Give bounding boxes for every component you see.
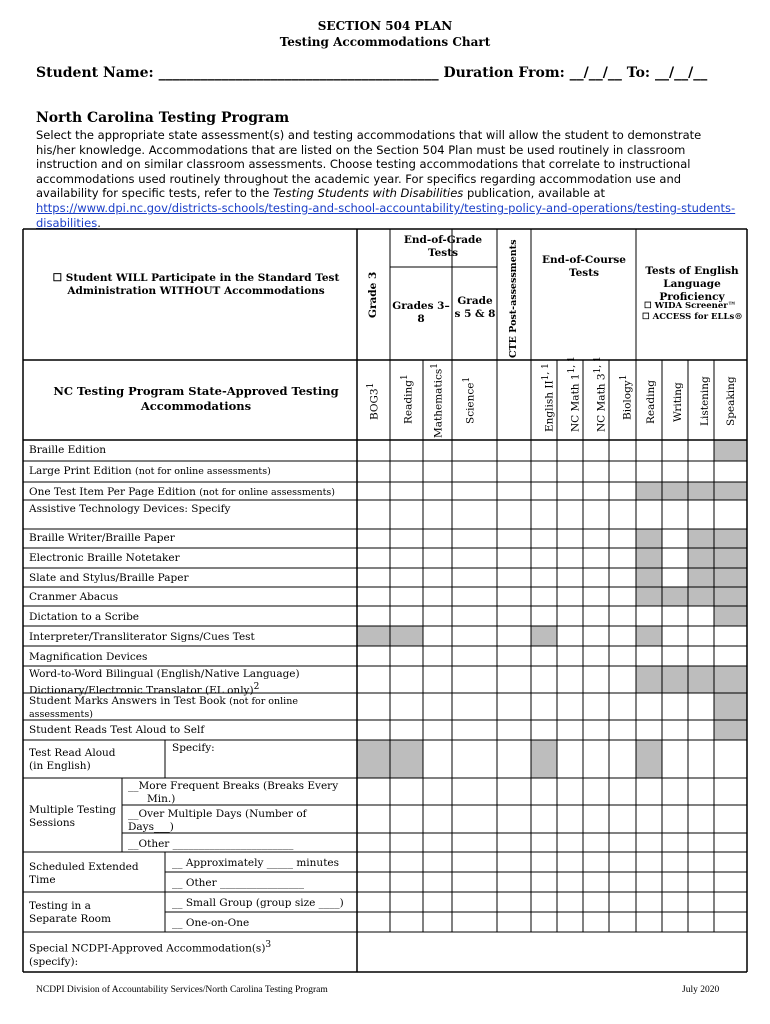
test-header-elp-speaking: Speaking [725,376,737,426]
checkbox-icon[interactable]: ☐ [52,272,63,284]
test-header-english2: English II$^{1, 1}$ [541,363,556,432]
test-header-science: Science$^1$ [462,376,477,424]
option-approximately-minutes[interactable]: __ Approximately _____ minutes [172,857,340,869]
test-header-elp-reading: Reading [645,380,657,424]
row-braille-writer: Braille Writer/Braille Paper [29,532,175,544]
cte-header: CTE Post-assessments [508,239,519,358]
footer-division: NCDPI Division of Accountability Services/North Carolina Testing Program [36,985,328,995]
row-special-accommodation[interactable]: Special NCDPI-Approved $Accommodation(s)^3$ (specify): [29,940,272,968]
grades-5-8-header: Grade s 5 & 8 [454,295,496,320]
footer-date: July 2020 [682,985,720,995]
test-header-elp-listening: Listening [699,376,711,426]
grades-3-8-header: Grades 3–8 [392,300,450,325]
wida-checkbox[interactable]: ☐ WIDA Screener™ [644,301,737,311]
document-subtitle: Testing Accommodations Chart [279,35,491,49]
row-large-print: Large Print Edition (not for online assessments) [29,465,271,477]
test-header-elp-writing: Writing [672,382,684,422]
row-reads-aloud-self: Student Reads Test Aloud to Self [29,724,205,736]
option-other-session[interactable]: __Other _______________________ [128,838,294,850]
intro-text-1: Select the appropriate state assessment(s) and testing accommodations that will allow the student to demonstrate his/her knowledge. Accommodations that are listed on the Section 504 Plan must be used routinely in classroom instruction and on similar classroom assessments. Choose testing accommodations that correlate to instructional accommodations used routinely throughout the academic year. For specifics regarding accommodation use and availability for specific tests, refer to the [36,128,702,201]
eog-header: End-of-Grade Tests [403,234,483,259]
row-assistive-technology: Assistive Technology Devices: Specify [29,503,231,515]
row-test-read-aloud: Test Read Aloud (in English) [29,747,116,772]
row-multiple-sessions: Multiple Testing Sessions [29,804,116,829]
option-small-group[interactable]: __ Small Group (group size ____) [172,897,344,909]
test-header-math1: NC Math 1$^{1, 1}$ [567,356,582,432]
option-other-time[interactable]: __ Other ________________ [172,877,304,889]
test-header-biology: Biology$^1$ [619,374,634,420]
row-dictation-scribe: Dictation to a Scribe [29,611,139,623]
test-header-math3: NC Math 3$^{1, 1}$ [593,356,608,432]
row-braille-edition: Braille Edition [29,444,107,456]
row-extended-time: Scheduled Extended Time [29,861,139,886]
row-cranmer-abacus: Cranmer Abacus [29,591,119,603]
row-interpreter: Interpreter/Transliterator Signs/Cues Test [29,631,255,643]
option-frequent-breaks[interactable]: __More Frequent Breaks (Breaks Every Min.) [128,780,339,805]
checkbox-icon[interactable]: ☐ [642,312,650,322]
student-duration-line[interactable]: Student Name: ________________________________________ Duration From: __/__/__ To: __/__/__ [36,65,708,81]
option-one-on-one[interactable]: __ One-on-One [172,917,250,929]
grade3-header: Grade 3 [367,271,379,318]
document-title: SECTION 504 PLAN [317,19,453,33]
row-dictionary: Word-to-Word Bilingual (English/Native Language) Dictionary/Electronic Translator (EL only)$^2$ [29,668,300,697]
test-header-reading: Reading$^1$ [400,374,415,424]
row-magnification: Magnification Devices [29,651,148,663]
dpi-link[interactable]: https://www.dpi.nc.gov/districts-schools/testing-and-school-accountability/testing-policy-and-operations/testing-students-disabilities [36,200,736,230]
row-separate-room: Testing in a Separate Room [29,900,111,925]
read-aloud-specify-field[interactable]: Specify: [172,742,215,754]
row-marks-answers: Student Marks Answers in Test Book (not for online assessments) [29,695,298,720]
row-slate-stylus: Slate and Stylus/Braille Paper [29,572,189,584]
approved-accommodations-label: NC Testing Program State-Approved Testing Accommodations [53,384,339,413]
test-header-mathematics: Mathematics$^1$ [430,362,445,438]
program-title: North Carolina Testing Program [36,110,290,126]
eoc-header: End-of-Course Tests [542,254,626,279]
access-checkbox[interactable]: ☐ ACCESS for ELLs® [642,312,743,322]
intro-link-end: . [97,215,101,230]
intro-text-2: publication, available at [463,186,606,201]
participate-checkbox-label[interactable]: ☐ Student WILL Participate in the Standard Test Administration WITHOUT Accommodations [52,272,340,297]
option-multiple-days[interactable]: __Over Multiple Days (Number of Days___) [128,808,307,833]
test-header-bog3: $BOG3^1$ [366,382,381,420]
intro-publication-ref: Testing Students with Disabilities [272,186,464,201]
row-braille-notetaker: Electronic Braille Notetaker [29,552,180,564]
checkbox-icon[interactable]: ☐ [644,301,652,311]
row-one-item-per-page: One Test Item Per Page Edition (not for online assessments) [29,486,335,498]
elp-header: Tests of English Language Proficiency [645,265,739,303]
